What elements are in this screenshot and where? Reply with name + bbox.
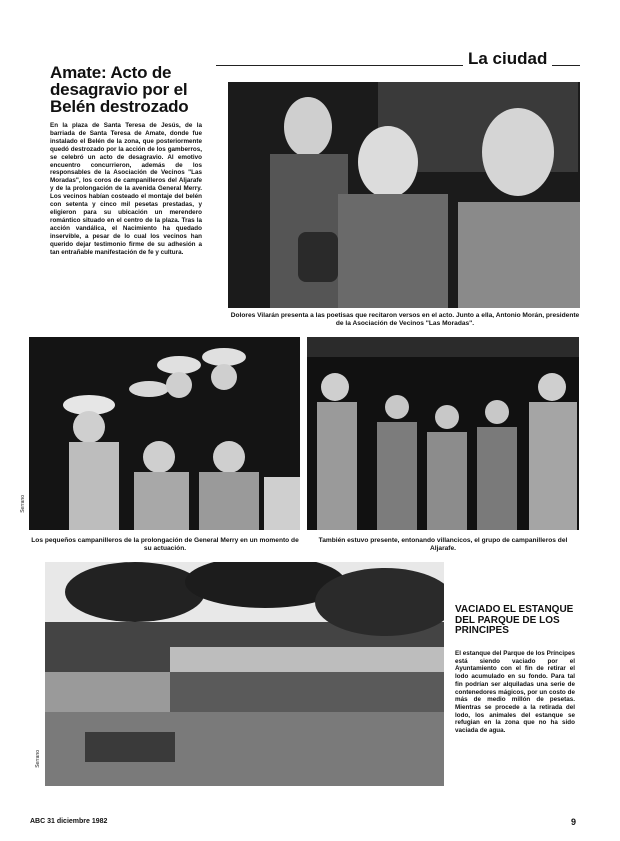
caption-photo-young-choir: Los pequeños campanilleros de la prolongación de General Merry en un momento de su actuación. xyxy=(31,537,299,552)
caption-photo-aljarafe-choir: También estuvo presente, entonando villancicos, el grupo de campanilleros del Aljarafe. xyxy=(318,537,568,552)
article-body: En la plaza de Santa Teresa de Jesús, de la barriada de Santa Teresa de Amate, donde fue instalado el Belén de la zona, que posteriormente quedó destrozado por la acción de los gamberros, se celebró un acto de desagravio. Al emotivo encuentro concurrieron, además de los responsables de la Asociación de Vecinos "Las Moradas", los coros de campanilleros del Aljarafe y de la prolongación de la avenida General Merry. Los vecinos habían costeado el montaje del belén con setenta y cinco mil pesetas prestadas, y eligieron para su ubicación un merendero romántico situado en el centro de la plaza. Tras la acción vandálica, el Nacimiento ha quedado inservible, a pesar de lo cual los vecinos han querido dejar testimonio firme de su adhesión a tan entrañable manifestación de fe y cultura. xyxy=(50,122,202,256)
footer-date: ABC 31 diciembre 1982 xyxy=(30,818,108,825)
box-headline: VACIADO EL ESTANQUE DEL PARQUE DE LOS PRINCIPES xyxy=(455,604,574,636)
credit-photo-pond: Serrano xyxy=(35,750,41,768)
page-number: 9 xyxy=(571,817,577,827)
photo-young-choir xyxy=(29,337,300,530)
section-rule-left xyxy=(216,65,463,66)
section-rule-right xyxy=(552,65,580,66)
section-title: La ciudad xyxy=(468,49,548,68)
photo-pond xyxy=(45,562,444,786)
credit-photo-young-choir: Serrano xyxy=(20,495,26,513)
caption-photo-speakers: Dolores Vilarán presenta a las poetisas que recitaron versos en el acto. Junto a ella, Antonio Morán, presidente de la Asociación de Vecinos "Las Moradas". xyxy=(230,312,580,327)
photo-aljarafe-choir xyxy=(307,337,579,530)
article-headline: Amate: Acto de desagravio por el Belén destrozado xyxy=(50,63,189,116)
photo-speakers xyxy=(228,82,580,308)
box-body: El estanque del Parque de los Príncipes está siendo vaciado por el Ayuntamiento con el fin de retirar el lodo acumulado en su fondo. Para tal fin podrían ser alquiladas una serie de contenedores mágicos, por un costo de más de medio millón de pesetas. Mientras se procede a la retirada del lodo, los animales del estanque se refugian en la zona que no ha sido vaciada de agua. xyxy=(455,650,575,735)
